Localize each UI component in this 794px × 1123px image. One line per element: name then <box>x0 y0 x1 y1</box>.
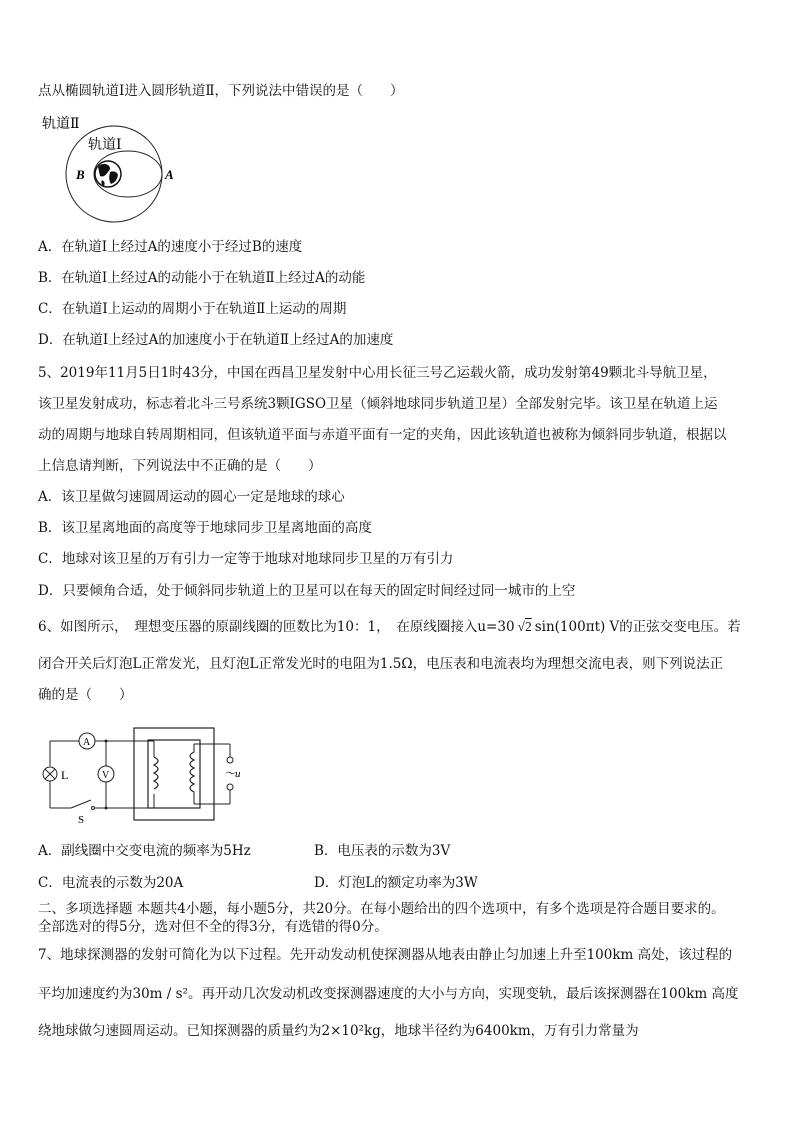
q4-stem-tail: 点从椭圆轨道Ⅰ进入圆形轨道Ⅱ，下列说法中错误的是（ ） <box>38 83 404 99</box>
q5-option-c: C．地球对该卫星的万有引力一定等于地球对地球同步卫星的万有引力 <box>38 551 454 567</box>
earth-icon <box>95 161 121 187</box>
terminal-bottom <box>227 784 233 790</box>
secondary-coil <box>154 757 158 789</box>
q6-option-c: C．电流表的示数为20A <box>38 875 184 891</box>
q6-stem-part2: sin(100πt) V的正弦交变电压。若 <box>534 619 741 635</box>
q6-option-a: A．副线圈中交变电流的频率为5Hz <box>38 843 251 859</box>
q4-option-a: A．在轨道Ⅰ上经过A的速度小于经过B的速度 <box>38 239 303 255</box>
q4-option-b: B．在轨道Ⅰ上经过A的动能小于在轨道Ⅱ上经过A的动能 <box>38 270 366 286</box>
orbit-figure <box>38 112 188 224</box>
sqrt-radicand: 2 <box>524 619 532 634</box>
q6-stem-line-2: 闭合开关后灯泡L正常发光，且灯泡L正常发光时的电阻为1.5Ω，电压表和电流表均为理想交流电表，则下列说法正 <box>38 656 724 672</box>
transformer-circuit <box>36 722 258 826</box>
orbit2-label: 轨道Ⅱ <box>42 117 80 132</box>
source-label: ～u <box>224 768 241 780</box>
q5-option-b: B．该卫星离地面的高度等于地球同步卫星离地面的高度 <box>38 520 372 536</box>
q7-line-3: 绕地球做匀速圆周运动。已知探测器的质量约为2×10²kg，地球半径约为6400km，万有引力常量为 <box>38 1023 639 1039</box>
q5-stem-line-2: 该卫星发射成功，标志着北斗三号系统3颗IGSO卫星（倾斜地球同步轨道卫星）全部发射完毕。该卫星在轨道上运 <box>38 396 718 412</box>
ammeter-label: A <box>83 737 91 748</box>
q6-stem-line-3: 确的是（ ） <box>38 687 133 703</box>
q5-stem-line-4: 上信息请判断，下列说法中不正确的是（ ） <box>38 458 322 474</box>
orbit1-label: 轨道Ⅰ <box>88 138 122 153</box>
q4-option-d: D．在轨道Ⅰ上经过A的加速度小于在轨道Ⅱ上经过A的加速度 <box>38 332 394 348</box>
transformer-core <box>134 728 214 820</box>
q4-option-c: C．在轨道Ⅰ上运动的周期小于在轨道Ⅱ上运动的周期 <box>38 301 347 317</box>
section2-line-2: 全部选对的得5分，选对但不全的得3分，有选错的得0分。 <box>38 919 388 935</box>
point-a-label: A <box>165 167 174 182</box>
q5-stem-line-3: 动的周期与地球自转周期相同，但该轨道平面与赤道平面有一定的夹角，因此该轨道也被称为倾斜同步轨道，根据以 <box>38 427 727 443</box>
primary-coil <box>190 752 194 792</box>
lamp-icon <box>43 767 57 781</box>
q5-stem-line-1: 5、2019年11月5日1时43分，中国在西昌卫星发射中心用长征三号乙运载火箭，成功发射第49颗北斗导航卫星， <box>38 365 717 381</box>
section2-line-1: 二、多项选择题 本题共4小题，每小题5分，共20分。在每小题给出的四个选项中，有多个选项是符合题目要求的。 <box>38 901 725 917</box>
lamp-label: L <box>61 768 69 782</box>
switch-icon <box>71 800 95 810</box>
q6-option-d: D．灯泡L的额定功率为3W <box>314 875 478 891</box>
q7-line-1: 7、地球探测器的发射可简化为以下过程。先开动发动机使探测器从地表由静止匀加速上升至100km 高处，该过程的 <box>38 947 733 963</box>
q5-option-d: D．只要倾角合适，处于倾斜同步轨道上的卫星可以在每天的固定时间经过同一城市的上空 <box>38 583 576 599</box>
switch-label: S <box>78 814 85 826</box>
q6-option-b: B．电压表的示数为3V <box>314 843 451 859</box>
sqrt-symbol: √2 <box>517 619 532 634</box>
q6-stem-part1: 6、如图所示， 理想变压器的原副线圈的匝数比为10：1， 在原线圈接入u=30 <box>38 619 515 635</box>
q5-option-a: A．该卫星做匀速圆周运动的圆心一定是地球的球心 <box>38 489 345 505</box>
voltmeter-label: V <box>102 770 110 781</box>
q7-line-2: 平均加速度约为30m / s²。再开动几次发动机改变探测器速度的大小与方向，实现变轨，最后该探测器在100km 高度 <box>38 986 739 1002</box>
terminal-top <box>227 757 233 763</box>
point-b-label: B <box>76 167 85 182</box>
q6-stem-line-1 <box>38 618 741 636</box>
